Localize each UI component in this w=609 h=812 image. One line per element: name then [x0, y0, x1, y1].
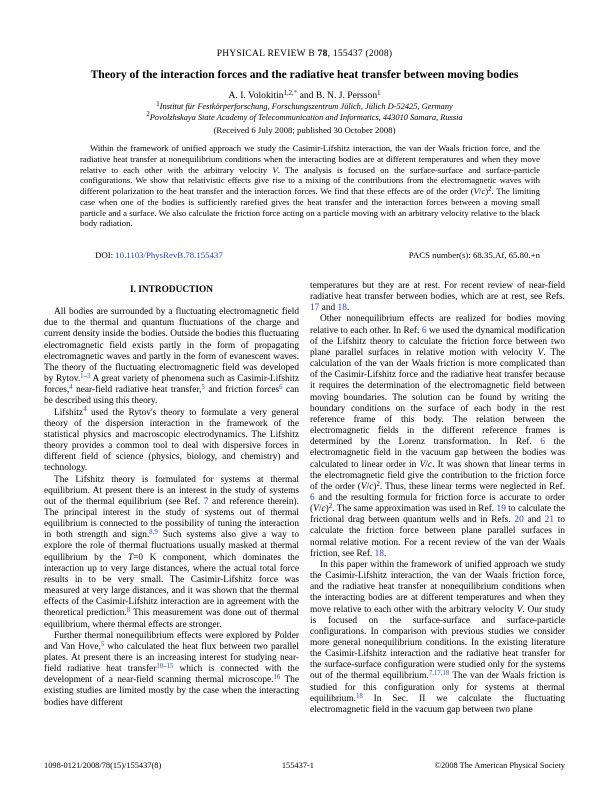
- footer-copyright: ©2008 The American Physical Society: [434, 761, 565, 770]
- ref-link[interactable]: 1: [80, 372, 84, 380]
- affiliation-2: $^2$Povolzhskaya State Academy of Telecommunication and Informatics, 443010 Samara, Russia: [146, 111, 463, 122]
- section-heading-introduction: I. INTRODUCTION: [129, 285, 214, 295]
- ref-link[interactable]: 18: [337, 303, 347, 314]
- ref-link[interactable]: 5: [201, 384, 205, 392]
- abstract: Within the framework of unified approach we study the Casimir-Lifshitz interaction, the van der Waals friction force, and the radiative heat transfer at nonequilibrium conditions when the interacting bodies are at different temperatures and when they move relative to each other with the arbitrary velocity V. The analysis is focused on the surface-surface and surface-particle configurations. We show that relativistic effects give rise to a mixing of the contributions from the electromagnetic waves with different polarization to the heat transfer and the interaction forces. We find that these effects are of the order $(V/c)^2$. The limiting case when one of the bodies is sufficiently rarefied gives the heat transfer and the interaction forces between a moving small particle and a surface. We also calculate the friction force acting on a particle moving with an arbitrary velocity relative to the black body radiation.: [80, 143, 541, 229]
- paragraph: temperatures but they are at rest. For recent review of near-field radiative heat transfer between bodies, which are at rest, see Refs. 17 and 18.: [310, 281, 565, 314]
- footer-issn: 1098-0121/2008/78(15)/155437(8): [44, 761, 162, 770]
- ref-link[interactable]: 3: [86, 372, 91, 380]
- paragraph: Lifshitz$^4$ used the Rytov's theory to formulate a very general theory of the dispersion interaction in the framework of the statistical physics and macroscopic electrodynamics. The Lifshitz theory provides a common tool to deal with dispersive forces in different field of science (physics, biology, and chemistry) and technology.: [44, 406, 299, 474]
- ref-link[interactable]: 10: [156, 662, 164, 670]
- authors-line: A. I. Volokitin$^{1,2,*}$ and B. N. J. Persson$^1$: [228, 89, 381, 101]
- page-footer: [44, 761, 565, 770]
- paragraph: The Lifshitz theory is formulated for systems at thermal equilibrium. At present there is an interest in the study of systems out of the thermal equilibrium (see Ref. 7 and reference therein). The principal interest in the study of systems out of thermal equilibrium is connected to the possibility of tuning the interaction in both strength and sign.$^{8,9}$ Such systems also give a way to explore the role of thermal fluctuations usually masked at thermal equilibrium by the T=0 K component, which dominates the interaction up to very large distances, where the actual total force results in to be very small. The Casimir-Lifshitz force was measured at very large distances, and it was shown that the thermal effects of the Casimir-Lifshitz interaction are in agreement with the theoretical prediction.$^8$ This measurement was done out of thermal equilibrium, where thermal effects are stronger.: [44, 474, 300, 630]
- footer-page-number: 155437-1: [281, 761, 314, 770]
- ref-link[interactable]: 6: [421, 325, 427, 336]
- journal-header: PHYSICAL REVIEW B 78, 155437 (2008): [216, 49, 393, 59]
- doi-link[interactable]: 10.1103/PhysRevB.78.155437: [115, 250, 223, 260]
- paper-title: Theory of the interaction forces and the radiative heat transfer between moving bodies: [90, 68, 519, 81]
- left-paragraphs: [44, 307, 299, 709]
- ref-link[interactable]: 6: [279, 384, 283, 392]
- ref-link[interactable]: 4: [83, 406, 87, 414]
- ref-link[interactable]: 18: [374, 548, 384, 559]
- doi-line: [95, 250, 223, 260]
- ref-link[interactable]: 5: [100, 640, 105, 648]
- paragraph: In this paper within the framework of unified approach we study the Casimir-Lifshitz interaction, the van der Waals friction force, and the radiative heat transfer at nonequilibrium conditions when the interacting bodies are at different temperatures and when they move relative to each other with the arbitrary velocity V. Our study is focused on the surface-surface and surface-particle configurations. In comparison with previous studies we consider more general nonequilibrium conditions. In the existing literature the Casimir-Lifshitz interaction and the radiative heat transfer for the surface-surface configuration were studied only for the systems out of the thermal equilibrium.$^{7,17,18}$ The van der Waals friction is studied for this configuration only for systems at thermal equilibrium.$^{18}$ In Sec. II we calculate the fluctuating electromagnetic field in the vacuum gap between two plane: [310, 559, 565, 715]
- ref-link[interactable]: *: [293, 89, 298, 97]
- received-line: (Received 6 July 2008; published 30 October 2008): [213, 125, 396, 135]
- ref-link[interactable]: 6: [540, 437, 545, 448]
- ref-link[interactable]: 7: [203, 496, 209, 507]
- doi-label: DOI:: [95, 250, 116, 260]
- paragraph: Other nonequilibrium effects are realized for bodies moving relative to each other. In Ref. 6 we used the dynamical modification of the Lifshitz theory to calculate the friction force between two plane parallel surfaces in relative motion with velocity V. The calculation of the van der Waals friction is more complicated than of the Casimir-Lifshitz force and the radiative heat transfer because it requires the determination of the electromagnetic field between moving boundaries. The solution can be found by writing the boundary conditions on the surface of each body in the rest reference frame of this body. The relation between the electromagnetic fields in the different reference frames is determined by the Lorenz transformation. In Ref. 6 the electromagnetic field in the vacuum gap between the bodies was calculated to linear order in V/c. It was shown that linear terms in the electromagnetic field give the contribution to the friction force of the order $(V/c)^2$. Thus, these linear terms were neglected in Ref. 6 and the resulting formula for friction force is accurate to order $(V/c)^2$. The same approximation was used in Ref. 19 to calculate the frictional drag between quantum wells and in Refs. 20 and 21 to calculate the friction force between plane parallel surfaces in normal relative motion. For a recent review of the van der Waals friction, see Ref. 18.: [310, 314, 566, 559]
- doi-pacs-row: [95, 250, 540, 260]
- ref-link[interactable]: 17: [310, 303, 320, 314]
- body-columns: [44, 281, 565, 716]
- ref-link[interactable]: 6: [310, 492, 315, 503]
- affiliation-1: $^1$Institut für Festkörperforschung, Forschungszentrum Jülich, Jülich D-52425, Germany: [156, 100, 453, 111]
- ref-link[interactable]: 16: [273, 674, 281, 682]
- paragraph: All bodies are surrounded by a fluctuating electromagnetic field due to the thermal and quantum fluctuations of the charge and current density inside the bodies. Outside the bodies this fluctuating electromagnetic field exists partly in the form of propagating electromagnetic waves and partly in the form of evanescent waves. The theory of the fluctuating electromagnetic field was developed by Rytov.$^{1-3}$ A great variety of phenomena such as Casimir-Lifshitz forces,$^4$ near-field radiative heat transfer,$^5$ and friction forces$^6$ can be described using this theory.: [44, 307, 299, 407]
- column-right: [310, 281, 565, 716]
- pacs-line: PACS number(s): 68.35.Af, 65.80.+n: [408, 250, 540, 260]
- column-left: [44, 281, 299, 716]
- ref-link[interactable]: 8,9: [149, 529, 158, 537]
- ref-link[interactable]: 4: [69, 384, 73, 392]
- ref-link[interactable]: 19: [496, 504, 506, 515]
- paragraph: Further thermal nonequilibrium effects were explored by Polder and Van Hove,$^5$ who calculated the heat flux between two parallel plates. At present there is an increasing interest for studying near-field radiative heat transfer$^{10-15}$ which is connected with the development of a near-field scanning thermal microscope.$^{16}$ The existing studies are limited mostly by the case when the interacting bodies have different: [44, 630, 299, 708]
- ref-link[interactable]: 8: [126, 607, 131, 615]
- ref-link[interactable]: 15: [166, 662, 174, 670]
- ref-link[interactable]: 21: [544, 515, 555, 526]
- ref-link[interactable]: 7,17,18: [428, 670, 450, 678]
- ref-link[interactable]: 18: [355, 692, 363, 700]
- ref-link[interactable]: 20: [514, 515, 524, 526]
